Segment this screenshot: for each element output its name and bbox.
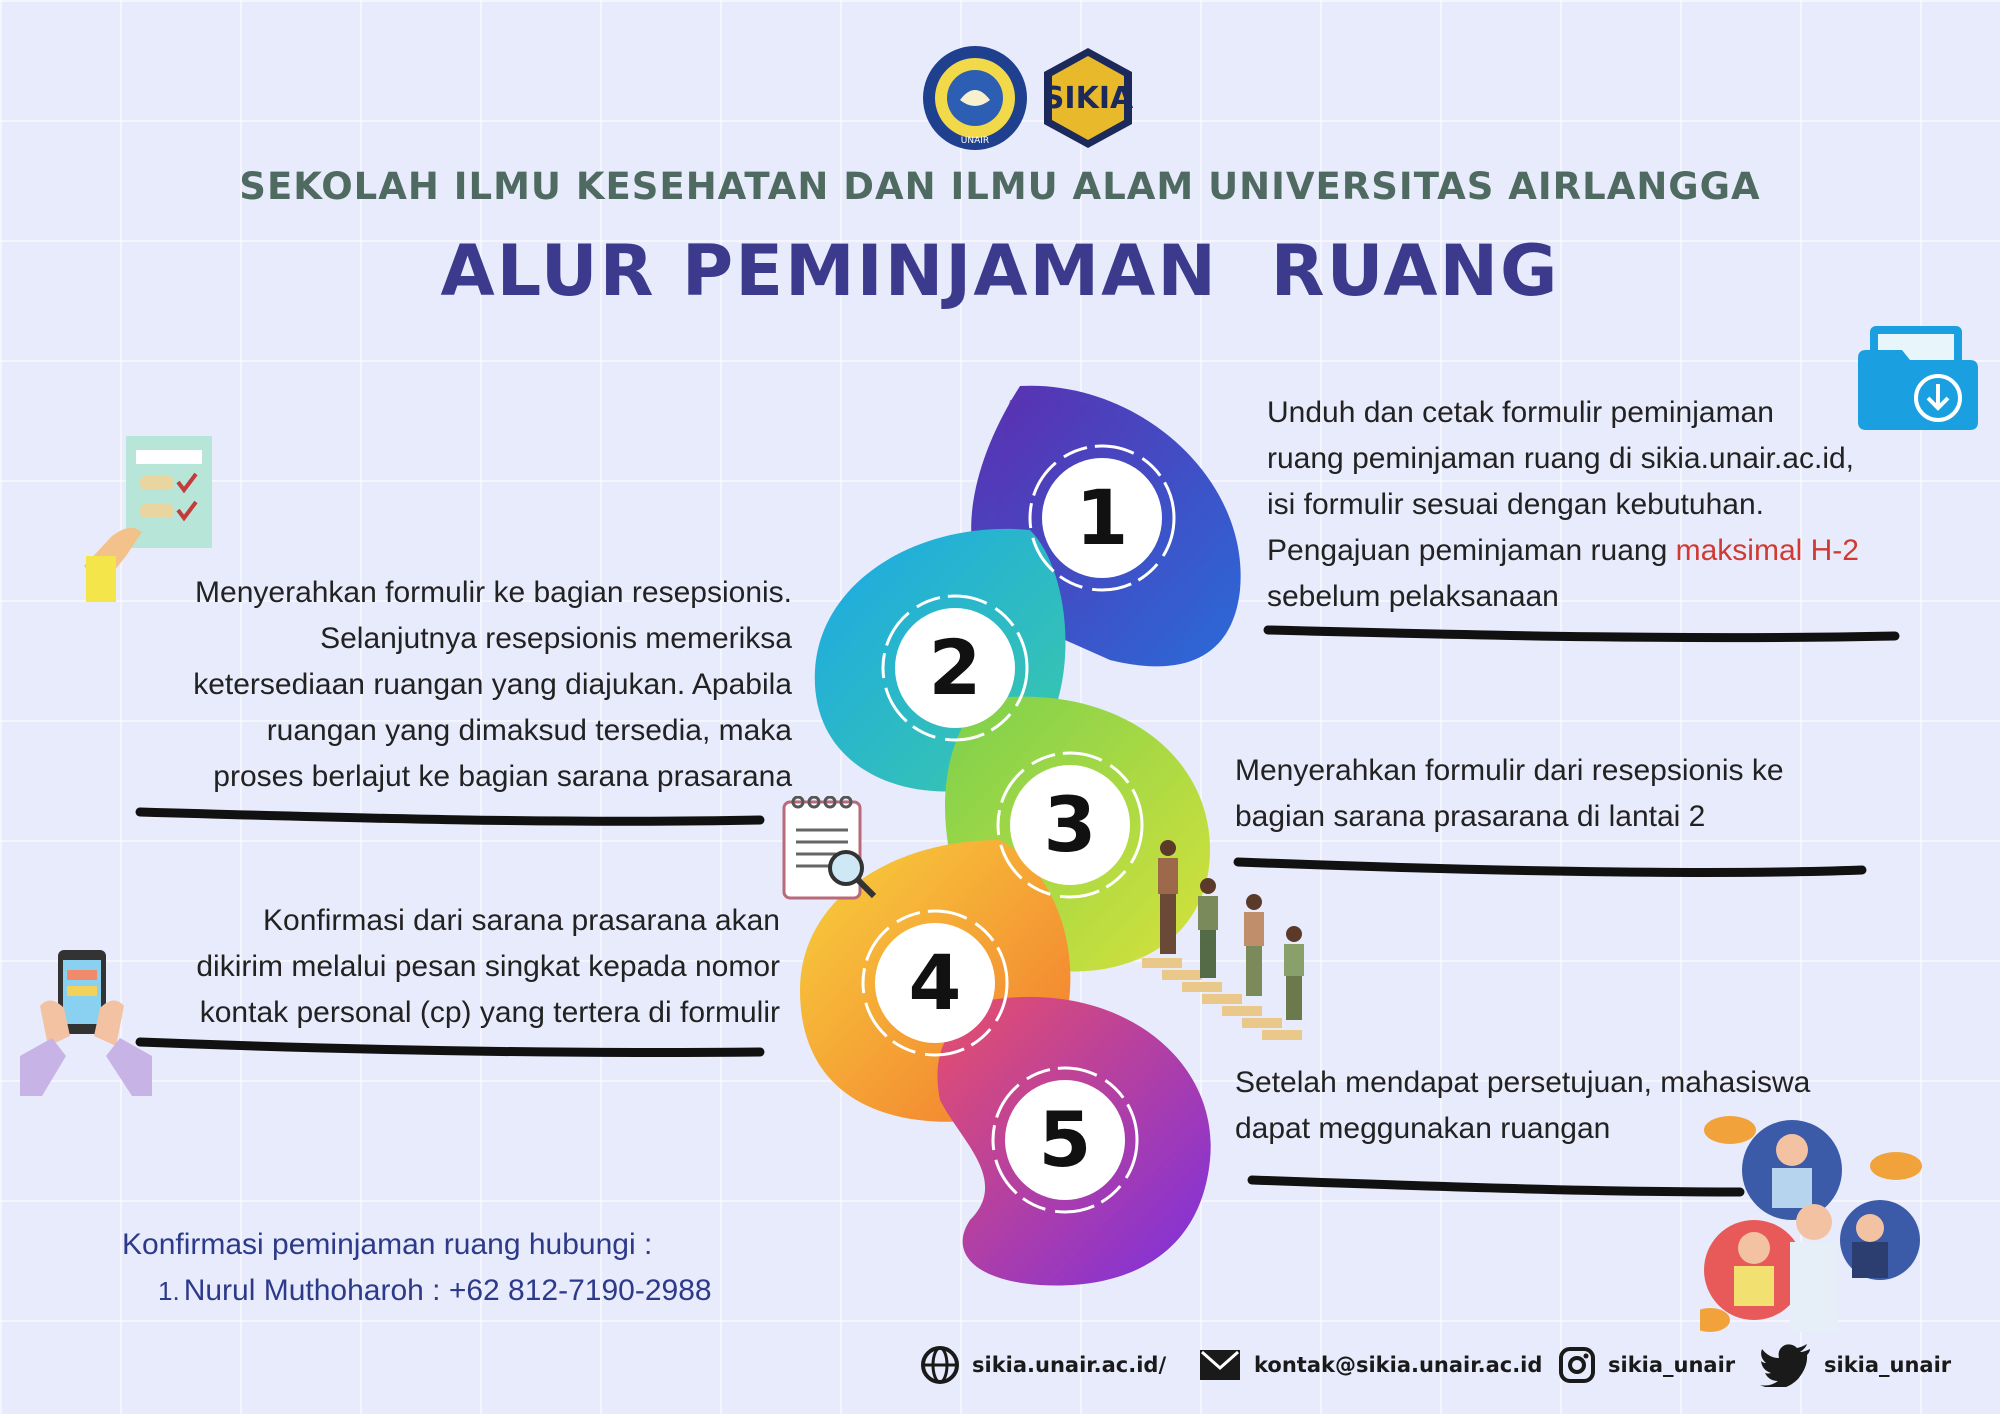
- footer-instagram-text: sikia_unair: [1608, 1353, 1736, 1377]
- step-1-line-text: Pengajuan peminjaman ruang: [1267, 534, 1676, 567]
- climber: [1158, 840, 1178, 954]
- envelope-icon: [1198, 1348, 1242, 1382]
- step-2-line: Selanjutnya resepsionis memeriksa: [320, 622, 792, 655]
- step-5-line: Setelah mendapat persetujuan, mahasiswa: [1235, 1066, 1811, 1099]
- climber: [1284, 926, 1304, 1020]
- step-4-line: dikirim melalui pesan singkat kepada nomor: [196, 950, 780, 983]
- contact-name-phone: Nurul Muthoharoh : +62 812-7190-2988: [183, 1274, 712, 1307]
- step-2-line: ketersediaan ruangan yang diajukan. Apabila: [193, 668, 792, 701]
- contact-heading: Konfirmasi peminjaman ruang hubungi :: [122, 1228, 653, 1261]
- checklist-hand-icon: [82, 436, 222, 606]
- step-number-2: 2: [928, 623, 982, 712]
- school-name: SEKOLAH ILMU KESEHATAN DAN ILMU ALAM UNIVERSITAS AIRLANGGA: [239, 165, 1761, 208]
- step-number-4: 4: [908, 938, 962, 1027]
- climber: [1198, 878, 1218, 978]
- underline-step-1: [1268, 630, 1895, 638]
- footer-website[interactable]: [920, 1345, 1166, 1385]
- step-2-line: Menyerahkan formulir ke bagian resepsionis.: [195, 576, 792, 609]
- instagram-icon: [1558, 1346, 1596, 1384]
- sikia-logo-text: SIKIA: [1042, 81, 1134, 116]
- footer-email-text: kontak@sikia.unair.ac.id: [1254, 1353, 1543, 1377]
- step-1-line: Unduh dan cetak formulir peminjaman: [1267, 396, 1774, 429]
- deadline-highlight: maksimal H-2: [1675, 534, 1859, 567]
- contact-row: [122, 1268, 712, 1314]
- footer-instagram[interactable]: [1558, 1345, 1735, 1385]
- footer-twitter-text: sikia_unair: [1824, 1353, 1952, 1377]
- step-1-line: ruang peminjaman ruang di sikia.unair.ac.id,: [1267, 442, 1855, 475]
- step-2-line: proses berlajut ke bagian sarana prasarana: [213, 760, 792, 793]
- step-number-1: 1: [1075, 473, 1129, 562]
- globe-icon: [920, 1345, 960, 1385]
- step-4-line: Konfirmasi dari sarana prasarana akan: [263, 904, 780, 937]
- footer-website-text: sikia.unair.ac.id/: [972, 1353, 1167, 1377]
- step-3-line: bagian sarana prasarana di lantai 2: [1235, 800, 1706, 833]
- underline-step-4: [140, 1042, 760, 1053]
- smartphone-hands-icon: [20, 946, 152, 1096]
- underline-step-5: [1252, 1180, 1740, 1192]
- underline-step-2: [140, 812, 760, 821]
- footer-email[interactable]: [1198, 1345, 1542, 1385]
- footer-twitter[interactable]: [1760, 1345, 1951, 1385]
- step-number-3: 3: [1043, 780, 1097, 869]
- contact-index: 1.: [158, 1276, 180, 1306]
- climber: [1244, 894, 1264, 996]
- download-folder-icon: [1858, 322, 1978, 432]
- twitter-icon: [1760, 1343, 1812, 1387]
- step-1-line: sebelum pelaksanaan: [1267, 580, 1559, 613]
- step-4-line: kontak personal (cp) yang tertera di formulir: [199, 996, 780, 1029]
- people-chatting-icon: [1700, 1110, 1930, 1340]
- step-3-line: Menyerahkan formulir dari resepsionis ke: [1235, 754, 1784, 787]
- step-5-line: dapat meggunakan ruangan: [1235, 1112, 1611, 1145]
- people-climbing-stairs-icon: [1132, 838, 1342, 1048]
- step-number-5: 5: [1038, 1095, 1092, 1184]
- unair-logo-text: UNAIR: [960, 136, 990, 146]
- step-2-line: ruangan yang dimaksud tersedia, maka: [266, 714, 792, 747]
- step-1-line: isi formulir sesuai dengan kebutuhan.: [1267, 488, 1764, 521]
- contact-info: [122, 1222, 712, 1314]
- page-title: ALUR PEMINJAMAN RUANG: [440, 230, 1560, 312]
- document-search-icon: [780, 796, 880, 902]
